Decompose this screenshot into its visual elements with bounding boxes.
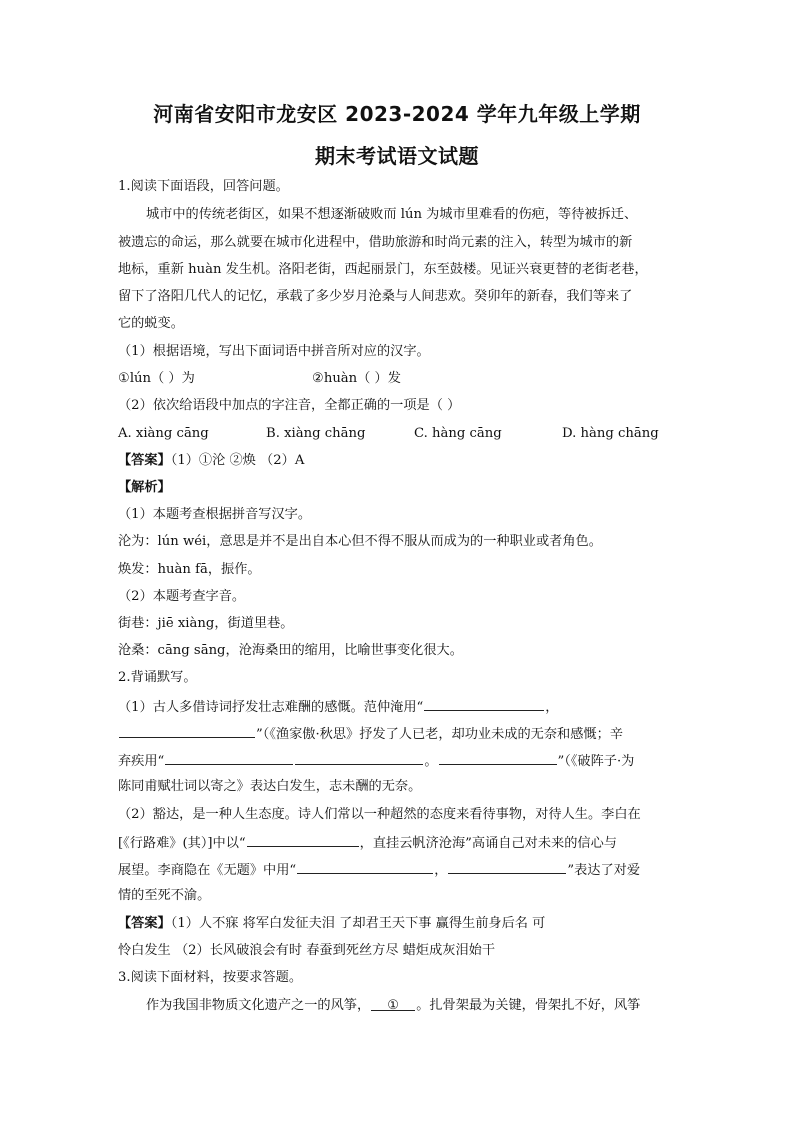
q1-analysis-line: 街巷：jiē xiàng，街道里巷。 [118,616,294,631]
answer-label: 【答案】 [118,916,171,931]
q2-p2-text: ，直挂云帆济沧海”高诵自己对未来的信心与 [359,836,617,851]
doc-title-line1: 河南省安阳市龙安区 2023-2024 学年九年级上学期 [153,102,641,126]
q1-heading: 1.阅读下面语段，回答问题。 [118,179,289,194]
doc-title-line2: 期末考试语文试题 [315,144,479,168]
q1-para-line: 城市中的传统老街区，如果不想逐渐破败而 lún 为城市里难看的伤疤，等待被拆迁、 [146,207,638,222]
q1-analysis-line: 焕发：huàn fā，振作。 [118,562,261,577]
q1-sub1-item-b: ②huàn（ ）发 [312,371,401,386]
q1-answer [118,452,678,470]
q2-p1-line1 [118,697,678,717]
answer-blank[interactable] [165,751,293,765]
answer-label: 【答案】 [118,453,171,468]
analysis-label: 【解析】 [118,480,171,495]
q2-p2-line1: （2）豁达，是一种人生态度。诗人们常以一种超然的态度来看待事物，对待人生。李白在 [118,807,641,822]
answer-blank[interactable] [371,997,415,1011]
q1-para-line: 它的蜕变。 [118,316,184,331]
q1-sub1-item-a: ①lún（ ）为 [118,371,195,386]
q2-p1-line3 [118,751,678,771]
q1-para-line: 留下了洛阳几代人的记忆，承载了多少岁月沧桑与人间悲欢。癸卯年的新春，我们等来了 [118,289,633,304]
q2-answer-line2: 怜白发生 （2）长风破浪会有时 春蚕到死丝方尽 蜡炬成灰泪始干 [118,943,496,958]
answer-blank[interactable] [439,751,557,765]
answer-blank[interactable] [448,860,566,874]
answer-blank[interactable] [424,697,544,711]
q1-para-line: 被遗忘的命运，那么就要在城市化进程中，借助旅游和时尚元素的注入，转型为城市的新 [118,235,633,250]
answer-blank[interactable] [247,833,359,847]
q1-sub1-items [118,370,678,388]
q2-p2-text: 展望。李商隐在《无题》中用“ [118,863,297,878]
q1-option-c: C. hàng cāng [414,426,502,441]
q2-p1-text: （1）古人多借诗词抒发壮志难酬的感慨。范仲淹用“ [118,700,424,715]
q1-options [118,425,678,443]
q2-p1-punct: 。 [424,754,438,769]
q2-p1-punct: ， [545,700,559,715]
q2-p1-line2 [118,724,678,744]
q2-p2-text: [《行路难》(其）]中以“ [118,836,246,851]
q3-text: 。扎骨架最为关键，骨架扎不好，风筝 [416,998,641,1013]
q3-heading: 3.阅读下面材料，按要求答题。 [118,970,303,985]
q3-para-line [146,997,706,1015]
q2-answer-line1 [118,915,678,933]
q2-p2-line2 [118,833,678,853]
q1-analysis-line: 沦为：lún wéi，意思是并不是出自本心但不得不服从而成为的一种职业或者角色。 [118,534,602,549]
answer-blank[interactable] [119,724,255,738]
q1-sub2: （2）依次给语段中加点的字注音，全都正确的一项是（ ） [118,398,461,413]
q1-answer-text: （1）①沦 ②焕 （2）A [170,453,305,468]
q1-option-d: D. hàng chāng [562,426,659,441]
q2-answer-text: （1）人不寐 将军白发征夫泪 了却君王天下事 赢得生前身后名 可 [170,916,546,931]
q2-p2-text: ”表达了对爱 [567,863,641,878]
answer-blank[interactable] [295,751,423,765]
q1-analysis-line: 沧桑：cāng sāng，沧海桑田的缩用，比喻世事变化很大。 [118,643,463,658]
q2-p1-text: 弃疾用“ [118,754,165,769]
q1-para-line: 地标，重新 huàn 发生机。洛阳老街，西起丽景门，东至鼓楼。见证兴衰更替的老街老巷， [118,262,648,277]
q1-sub1: （1）根据语境，写出下面词语中拼音所对应的汉字。 [118,344,430,359]
q2-p2-line3 [118,860,678,880]
q2-p2-punct: ， [434,863,448,878]
q2-p2-line4: 情的至死不渝。 [118,888,211,903]
blank-number: ① [387,998,400,1013]
q1-analysis-line: （2）本题考查字音。 [118,589,246,604]
q3-text: 作为我国非物质文化遗产之一的风筝， [146,998,371,1013]
q1-option-b: B. xiàng chāng [266,426,366,441]
q2-p1-text: ”（《破阵子·为 [557,754,635,769]
q2-p1-text: ”（《渔家傲·秋思》抒发了人已老，却功业未成的无奈和感慨；辛 [256,727,623,742]
q1-option-a: A. xiàng cāng [118,426,209,441]
answer-blank[interactable] [297,860,433,874]
q1-analysis-line: （1）本题考查根据拼音写汉字。 [118,507,312,522]
q2-heading: 2.背诵默写。 [118,670,197,685]
q2-p1-line4: 陈同甫赋壮词以寄之》表达白发生，志未酬的无奈。 [118,779,422,794]
